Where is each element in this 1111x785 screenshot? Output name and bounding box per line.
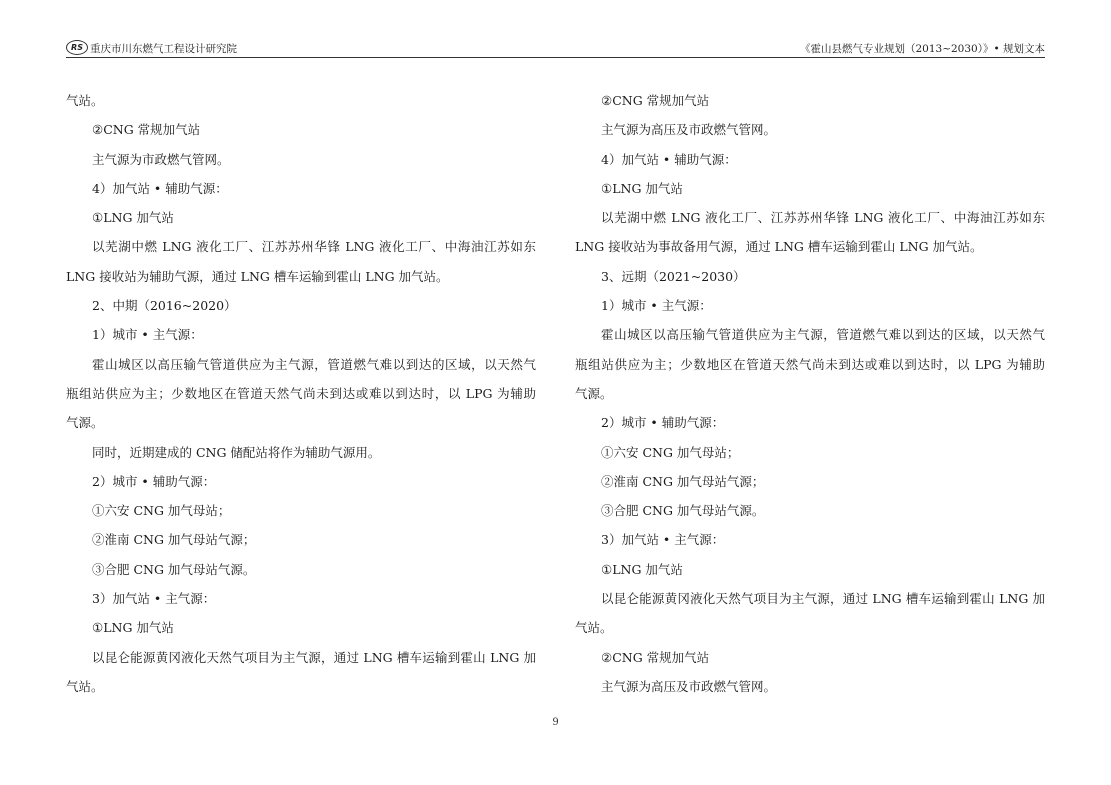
section-heading: 3、远期（2021~2030） — [601, 268, 746, 284]
paragraph-line: ②CNG 常规加气站 — [601, 93, 710, 108]
paragraph-line: ①六安 CNG 加气母站； — [601, 444, 740, 460]
paragraph-line: 4）加气站 • 辅助气源： — [92, 180, 228, 196]
paragraph-line: ①六安 CNG 加气母站； — [92, 503, 231, 519]
paragraph-line: 霍山城区以高压输气管道供应为主气源，管道燃气难以到达的区域，以天然气 — [92, 356, 536, 372]
header-document-title: 《霍山县燃气专业规划（2013~2030）》• 规划文本 — [799, 43, 1045, 55]
paragraph-line: 同时，近期建成的 CNG 储配站将作为辅助气源用。 — [92, 444, 381, 460]
section-heading: 2、中期（2016~2020） — [92, 298, 237, 314]
paragraph-line: ①LNG 加气站 — [92, 620, 174, 636]
right-column — [575, 86, 1045, 701]
paragraph-line: 2）城市 • 辅助气源： — [601, 415, 725, 431]
paragraph-line: 1）城市 • 主气源： — [601, 298, 712, 314]
paragraph-line: 以芜湖中燃 LNG 液化工厂、江苏苏州华锋 LNG 液化工厂、中海油江苏如东 — [601, 210, 1045, 226]
paragraph-line: LNG 接收站为辅助气源，通过 LNG 槽车运输到霍山 LNG 加气站。 — [66, 268, 449, 284]
paragraph-line: 瓶组站供应为主；少数地区在管道天然气尚未到达或难以到达时，以 LPG 为辅助 — [66, 385, 536, 401]
paragraph-line: 主气源为市政燃气管网。 — [92, 151, 230, 167]
paragraph-line: ①LNG 加气站 — [92, 210, 174, 226]
paragraph-line: 气站。 — [66, 678, 104, 694]
paragraph-line: 霍山城区以高压输气管道供应为主气源，管道燃气难以到达的区域，以天然气 — [601, 327, 1045, 343]
paragraph-line: 瓶组站供应为主；少数地区在管道天然气尚未到达或难以到达时，以 LPG 为辅助 — [575, 356, 1045, 372]
paragraph-line: ①LNG 加气站 — [601, 561, 683, 577]
page-header — [66, 40, 1045, 58]
paragraph-line: 气源。 — [66, 415, 104, 431]
company-logo: RS — [66, 40, 88, 55]
paragraph-line: ②CNG 常规加气站 — [92, 122, 201, 138]
paragraph-line: LNG 接收站为事故备用气源，通过 LNG 槽车运输到霍山 LNG 加气站。 — [575, 239, 983, 255]
paragraph-line: 2）城市 • 辅助气源： — [92, 473, 216, 489]
paragraph-line: 4）加气站 • 辅助气源： — [601, 151, 737, 167]
paragraph-line: 3）加气站 • 主气源： — [601, 532, 725, 548]
left-column — [66, 86, 536, 701]
paragraph-line: 气源。 — [575, 385, 613, 401]
page-number: 9 — [552, 717, 559, 728]
paragraph-line: ②CNG 常规加气站 — [601, 649, 710, 665]
paragraph-line: 主气源为高压及市政燃气管网。 — [601, 122, 777, 138]
paragraph-line: ③合肥 CNG 加气母站气源。 — [601, 503, 765, 519]
paragraph-line: ②淮南 CNG 加气母站气源； — [92, 532, 256, 548]
paragraph-line: 以昆仑能源黄冈液化天然气项目为主气源，通过 LNG 槽车运输到霍山 LNG 加 — [92, 649, 536, 665]
header-rule — [66, 57, 1045, 58]
paragraph-line: 气站。 — [66, 93, 104, 108]
paragraph-line: 1）城市 • 主气源： — [92, 327, 203, 343]
paragraph-line: 3）加气站 • 主气源： — [92, 591, 216, 607]
paragraph-line: 以芜湖中燃 LNG 液化工厂、江苏苏州华锋 LNG 液化工厂、中海油江苏如东 — [92, 239, 536, 255]
paragraph-line: ②淮南 CNG 加气母站气源； — [601, 473, 765, 489]
header-organization: 重庆市川东燃气工程设计研究院 — [90, 43, 237, 55]
paragraph-line: 以昆仑能源黄冈液化天然气项目为主气源，通过 LNG 槽车运输到霍山 LNG 加 — [601, 591, 1045, 607]
paragraph-line: 气站。 — [575, 620, 613, 636]
paragraph-line: ①LNG 加气站 — [601, 180, 683, 196]
paragraph-line: 主气源为高压及市政燃气管网。 — [601, 678, 777, 694]
paragraph-line: ③合肥 CNG 加气母站气源。 — [92, 561, 256, 577]
